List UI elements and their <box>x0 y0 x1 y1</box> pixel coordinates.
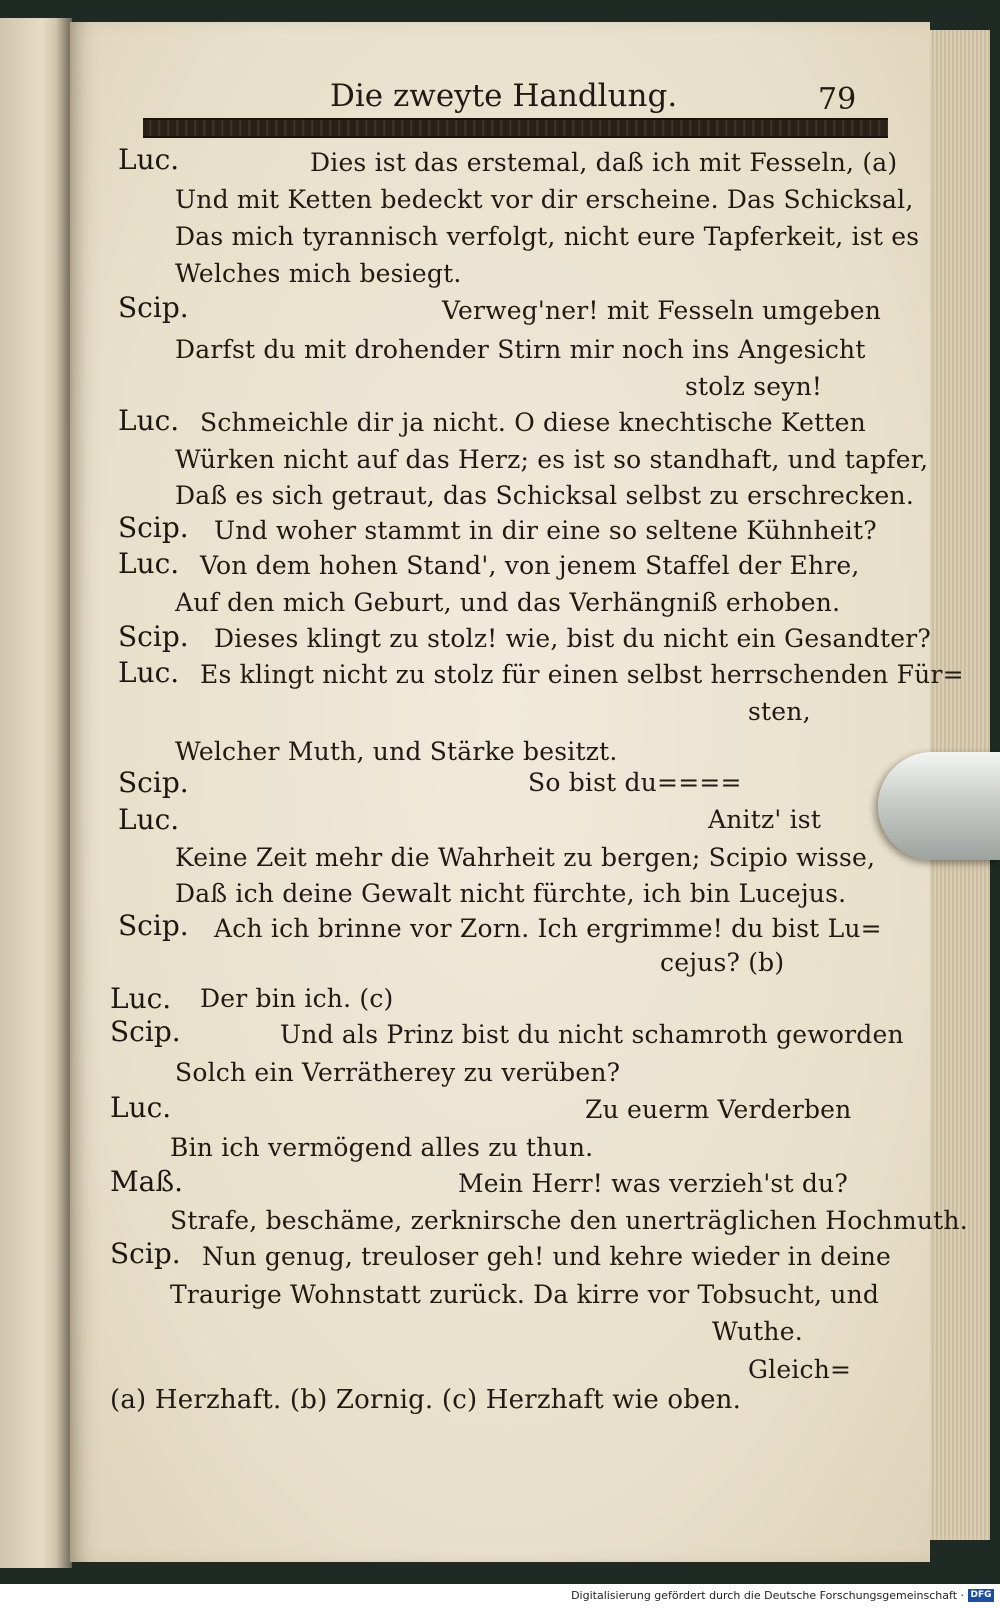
speaker-label: Luc. <box>118 656 180 689</box>
verse-line: Bin ich vermögend alles zu thun. <box>170 1133 594 1162</box>
verse-line: Dies ist das erstemal, daß ich mit Fesseln, (a) <box>310 148 898 177</box>
verse-line: Der bin ich. (c) <box>200 984 394 1013</box>
verse-line: Nun genug, treuloser geh! und kehre wieder in deine <box>202 1242 891 1271</box>
speaker-label: Scip. <box>118 909 189 942</box>
verse-line: Strafe, beschäme, zerknirsche den unerträglichen Hochmuth. <box>170 1206 968 1235</box>
verse-line: Und als Prinz bist du nicht schamroth geworden <box>280 1020 904 1049</box>
header-rule <box>143 118 888 138</box>
speaker-label: Luc. <box>118 143 180 176</box>
verse-line: Und woher stammt in dir eine so seltene Kühnheit? <box>214 516 877 545</box>
verse-line: Zu euerm Verderben <box>585 1095 852 1124</box>
speaker-label: Scip. <box>118 766 189 799</box>
verse-line: Dieses klingt zu stolz! wie, bist du nicht ein Gesandter? <box>214 624 931 653</box>
verse-line: stolz seyn! <box>685 372 823 401</box>
speaker-label: Luc. <box>118 803 180 836</box>
speaker-label: Scip. <box>110 1237 181 1270</box>
verse-line: Solch ein Verrätherey zu verüben? <box>175 1058 621 1087</box>
verse-line: Daß es sich getraut, das Schicksal selbst zu erschrecken. <box>175 481 914 510</box>
verse-line: Würken nicht auf das Herz; es ist so standhaft, und tapfer, <box>175 445 929 474</box>
verse-line: Mein Herr! was verzieh'st du? <box>458 1169 848 1198</box>
catchword: Gleich= <box>748 1355 852 1384</box>
speaker-label: Scip. <box>118 511 189 544</box>
gutter-shadow <box>56 18 70 1568</box>
verse-line: Verweg'ner! mit Fesseln umgeben <box>442 296 882 325</box>
verse-line: Das mich tyrannisch verfolgt, nicht eure Tapferkeit, ist es <box>175 222 920 251</box>
speaker-label: Scip. <box>118 620 189 653</box>
footnotes: (a) Herzhaft. (b) Zornig. (c) Herzhaft wie oben. <box>110 1385 742 1415</box>
speaker-label: Luc. <box>110 982 172 1015</box>
page-number: 79 <box>818 82 857 117</box>
speaker-label: Scip. <box>118 291 189 324</box>
verse-line: Anitz' ist <box>708 805 822 834</box>
verse-line: Daß ich deine Gewalt nicht fürchte, ich bin Lucejus. <box>175 879 847 908</box>
verse-line: Auf den mich Geburt, und das Verhängniß erhoben. <box>175 588 841 617</box>
verse-line: Schmeichle dir ja nicht. O diese knechtische Ketten <box>200 408 866 437</box>
dfg-logo: DFG <box>968 1589 994 1602</box>
verse-line: Ach ich brinne vor Zorn. Ich ergrimme! du bist Lu= <box>214 914 882 943</box>
speaker-label: Maß. <box>110 1165 183 1198</box>
verse-line: Welches mich besiegt. <box>175 259 462 288</box>
verse-line: sten, <box>748 697 811 726</box>
page-clip <box>878 752 1000 860</box>
funding-credit: Digitalisierung gefördert durch die Deutsche Forschungsgemeinschaft · <box>571 1589 964 1602</box>
speaker-label: Luc. <box>110 1091 172 1124</box>
verse-line: cejus? (b) <box>660 948 785 977</box>
verse-line: So bist du==== <box>528 768 742 797</box>
verse-line: Keine Zeit mehr die Wahrheit zu bergen; Scipio wisse, <box>175 843 876 872</box>
speaker-label: Scip. <box>110 1015 181 1048</box>
verse-line: Welcher Muth, und Stärke besitzt. <box>175 737 618 766</box>
verse-line: Wuthe. <box>712 1317 803 1346</box>
facing-page-edge <box>0 18 72 1568</box>
speaker-label: Luc. <box>118 547 180 580</box>
running-head-title: Die zweyte Handlung. <box>330 78 678 114</box>
verse-line: Und mit Ketten bedeckt vor dir erscheine. Das Schicksal, <box>175 185 914 214</box>
speaker-label: Luc. <box>118 404 180 437</box>
verse-line: Traurige Wohnstatt zurück. Da kirre vor Tobsucht, und <box>170 1280 880 1309</box>
verse-line: Darfst du mit drohender Stirn mir noch ins Angesicht <box>175 335 866 364</box>
verse-line: Von dem hohen Stand', von jenem Staffel der Ehre, <box>200 551 860 580</box>
verse-line: Es klingt nicht zu stolz für einen selbst herrschenden Für= <box>200 660 964 689</box>
